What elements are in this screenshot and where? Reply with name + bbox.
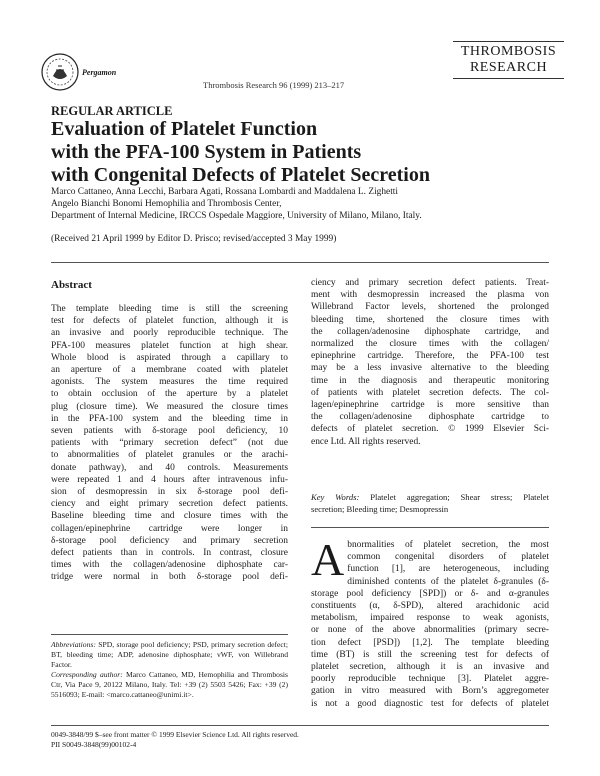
publisher-name: Pergamon xyxy=(82,68,117,77)
footnote-divider xyxy=(51,634,288,635)
text-line: times with the collagen/adenosine diphosphate car- xyxy=(51,560,288,571)
abstract-text xyxy=(51,303,288,584)
text-line: Willebrand Factor levels, shortened the prolonged xyxy=(311,302,549,313)
keywords-divider xyxy=(311,527,549,528)
text-line: platelet secretion, although it is an invasive and xyxy=(311,662,549,673)
author-block xyxy=(51,186,571,222)
text-line: constituents (α, δ-SPD), altered arachidonic acid xyxy=(311,601,549,612)
text-line: patients with “primary secretion defect” (not due xyxy=(51,438,288,449)
affiliation-line: Angelo Bianchi Bonomi Hemophilia and Thrombosis Center, xyxy=(51,199,282,209)
text-line: ciency and eight primary secretion defect patients. xyxy=(51,499,288,510)
text-line: gation in vitro measured with Born’s aggregometer xyxy=(311,686,549,697)
text-line: time in the diagnosis and therapeutic monitoring xyxy=(311,375,549,386)
journal-brand xyxy=(453,41,564,79)
text-line: sion of desmopressin in six δ-storage pool defi- xyxy=(51,487,288,498)
abbreviations-label: Abbreviations: xyxy=(51,640,96,649)
keywords-text: secretion; Bleeding time; Desmopressin xyxy=(311,503,449,514)
title-line: with the PFA-100 System in Patients xyxy=(51,141,362,163)
text-line: time (BT) is still the screening test for defects of xyxy=(311,649,549,660)
brand-line-1: THROMBOSIS xyxy=(460,44,557,59)
text-line: tridge were normal in both δ-storage pool defi- xyxy=(51,572,288,583)
text-line: Baseline bleeding time and closure times with the xyxy=(51,511,288,522)
brand-top-rule xyxy=(453,41,564,42)
text-line: ciency and primary secretion defect patients. Treat- xyxy=(311,278,549,288)
text-line: defect patients than in controls. In contrast, closure xyxy=(51,548,288,559)
brand-line-2: RESEARCH xyxy=(469,60,548,75)
text-line: or none of the above abnormalities (primary secre- xyxy=(311,625,549,636)
text-line: poorly reproducible technique [3]. Platelet aggre- xyxy=(311,674,549,685)
brand-bottom-rule xyxy=(453,78,564,79)
abstract-heading: Abstract xyxy=(51,279,92,291)
text-line: plug (closure time). We measured the closure times xyxy=(51,401,288,412)
text-line: in the PFA-100 system and the bleeding time in xyxy=(51,413,288,424)
text-line: diminished contents of the platelet δ-granules (δ- xyxy=(347,576,549,587)
journal-reference: Thrombosis Research 96 (1999) 213–217 xyxy=(203,80,345,90)
text-line: storage pool deficiency [SPD]) or δ- and α-granules xyxy=(311,588,549,599)
text-line: epinephrine cartridge. Therefore, the PFA-100 test xyxy=(311,351,549,362)
introduction-text xyxy=(311,534,549,710)
title-line: Evaluation of Platelet Function xyxy=(51,118,318,140)
title-line: with Congenital Defects of Platelet Secretion xyxy=(51,164,430,186)
section-divider xyxy=(51,262,549,263)
abstract-continued xyxy=(311,277,549,448)
authors-line: Marco Cattaneo, Anna Lecchi, Barbara Agati, Rossana Lombardi and Maddalena L. Zighetti xyxy=(51,187,399,197)
text-line: ence Ltd. All rights reserved. xyxy=(311,436,421,447)
text-line: Whole blood is aspirated through a capillary to xyxy=(51,352,288,363)
text-line: is not a good diagnostic test for defects of platelet xyxy=(311,698,549,709)
article-title xyxy=(51,118,571,187)
copyright-line: 0049-3848/99 $–see front matter © 1999 Elsevier Science Ltd. All rights reserved. xyxy=(51,730,299,739)
text-line: an aperture of a membrane coated with platelet xyxy=(51,365,288,376)
affiliation-line: Department of Internal Medicine, IRCCS Ospedale Maggiore, University of Milano, Milano, Italy. xyxy=(51,211,422,221)
keywords-label: Key Words: xyxy=(311,492,360,502)
page-footer xyxy=(51,730,299,750)
text-line: normalized the closure times with the collagen/ xyxy=(311,339,549,350)
text-line: to obtain occlusion of the aperture by a platelet xyxy=(51,389,288,400)
drop-cap: A xyxy=(311,534,345,585)
text-line: metabolism, impaired response to weak agonists, xyxy=(311,613,549,624)
text-line: may be a less invasive alternative to the bleeding xyxy=(311,363,549,374)
text-line: of patients with platelet secretion defects. The col- xyxy=(311,387,549,398)
keywords xyxy=(311,492,549,515)
text-line: lagen/epinephrine cartridge is more sensitive than xyxy=(311,400,549,411)
text-line: donate pathway), and 40 controls. Measurements xyxy=(51,462,288,473)
corresponding-label: Corresponding author: xyxy=(51,669,123,679)
received-dates: (Received 21 April 1999 by Editor D. Prisco; revised/accepted 3 May 1999) xyxy=(51,234,337,244)
text-line: The template bleeding time is still the screening xyxy=(51,304,288,314)
text-line: tion defect [PSD]) [1,2]. The template bleeding xyxy=(311,637,549,648)
footnotes xyxy=(51,640,288,699)
text-line: collagen/epinephrine cartridge were longer in xyxy=(51,523,288,534)
text-line: PFA-100 measures platelet function at high shear. xyxy=(51,340,288,351)
publisher-logo xyxy=(40,52,80,92)
text-line: δ-storage pool deficiency and primary secretion xyxy=(51,535,288,546)
corresponding-text: Marco Cattaneo, MD, Hemophilia and Thrombosis Ctr, Via Pace 9, 20122 Milano, Italy. Tel: +39 (2) 5503 5426; Fax: +39 (2) 5516093; E-mail: <marco.cattaneo@unimi.it>. xyxy=(51,669,288,699)
text-line: common congenital disorders of platelet xyxy=(347,552,549,563)
text-line: bnormalities of platelet secretion, the most xyxy=(347,540,549,550)
text-line: function [1], are heterogeneous, including xyxy=(347,564,549,575)
abbreviations-text: SPD, storage pool deficiency; PSD, primary secretion defect; BT, bleeding time; ADP, adenosine diphosphate; vWF, von Willebrand Factor. xyxy=(51,640,288,669)
text-line: ment with desmopressin increased the plasma von xyxy=(311,290,549,301)
pii-line: PII S0049-3848(99)00102-4 xyxy=(51,740,137,749)
text-line: were repeated 1 and 4 hours after intravenous infu- xyxy=(51,474,288,485)
text-line: test for defects of platelet function, although it is xyxy=(51,316,288,327)
text-line: the collagen/adenosine diphosphate cartridge, and xyxy=(311,326,549,337)
text-line: seven patients with δ-storage pool deficiency, 10 xyxy=(51,426,288,437)
text-line: agonists. The system measures the time required xyxy=(51,377,288,388)
article-type: REGULAR ARTICLE xyxy=(51,104,173,118)
keywords-text: Platelet aggregation; Shear stress; Platelet xyxy=(370,492,549,502)
text-line: bleeding time, shortened the closure times with xyxy=(311,314,549,325)
text-line: the collagen/adenosine diphosphate cartridge to xyxy=(311,412,549,423)
text-line: to abnormalities of platelet granules or the arachi- xyxy=(51,450,288,461)
footer-divider xyxy=(51,725,549,726)
text-line: defects of platelet secretion. © 1999 Elsevier Sci- xyxy=(311,424,549,435)
text-line: an invasive and poorly reproducible technique. The xyxy=(51,328,288,339)
